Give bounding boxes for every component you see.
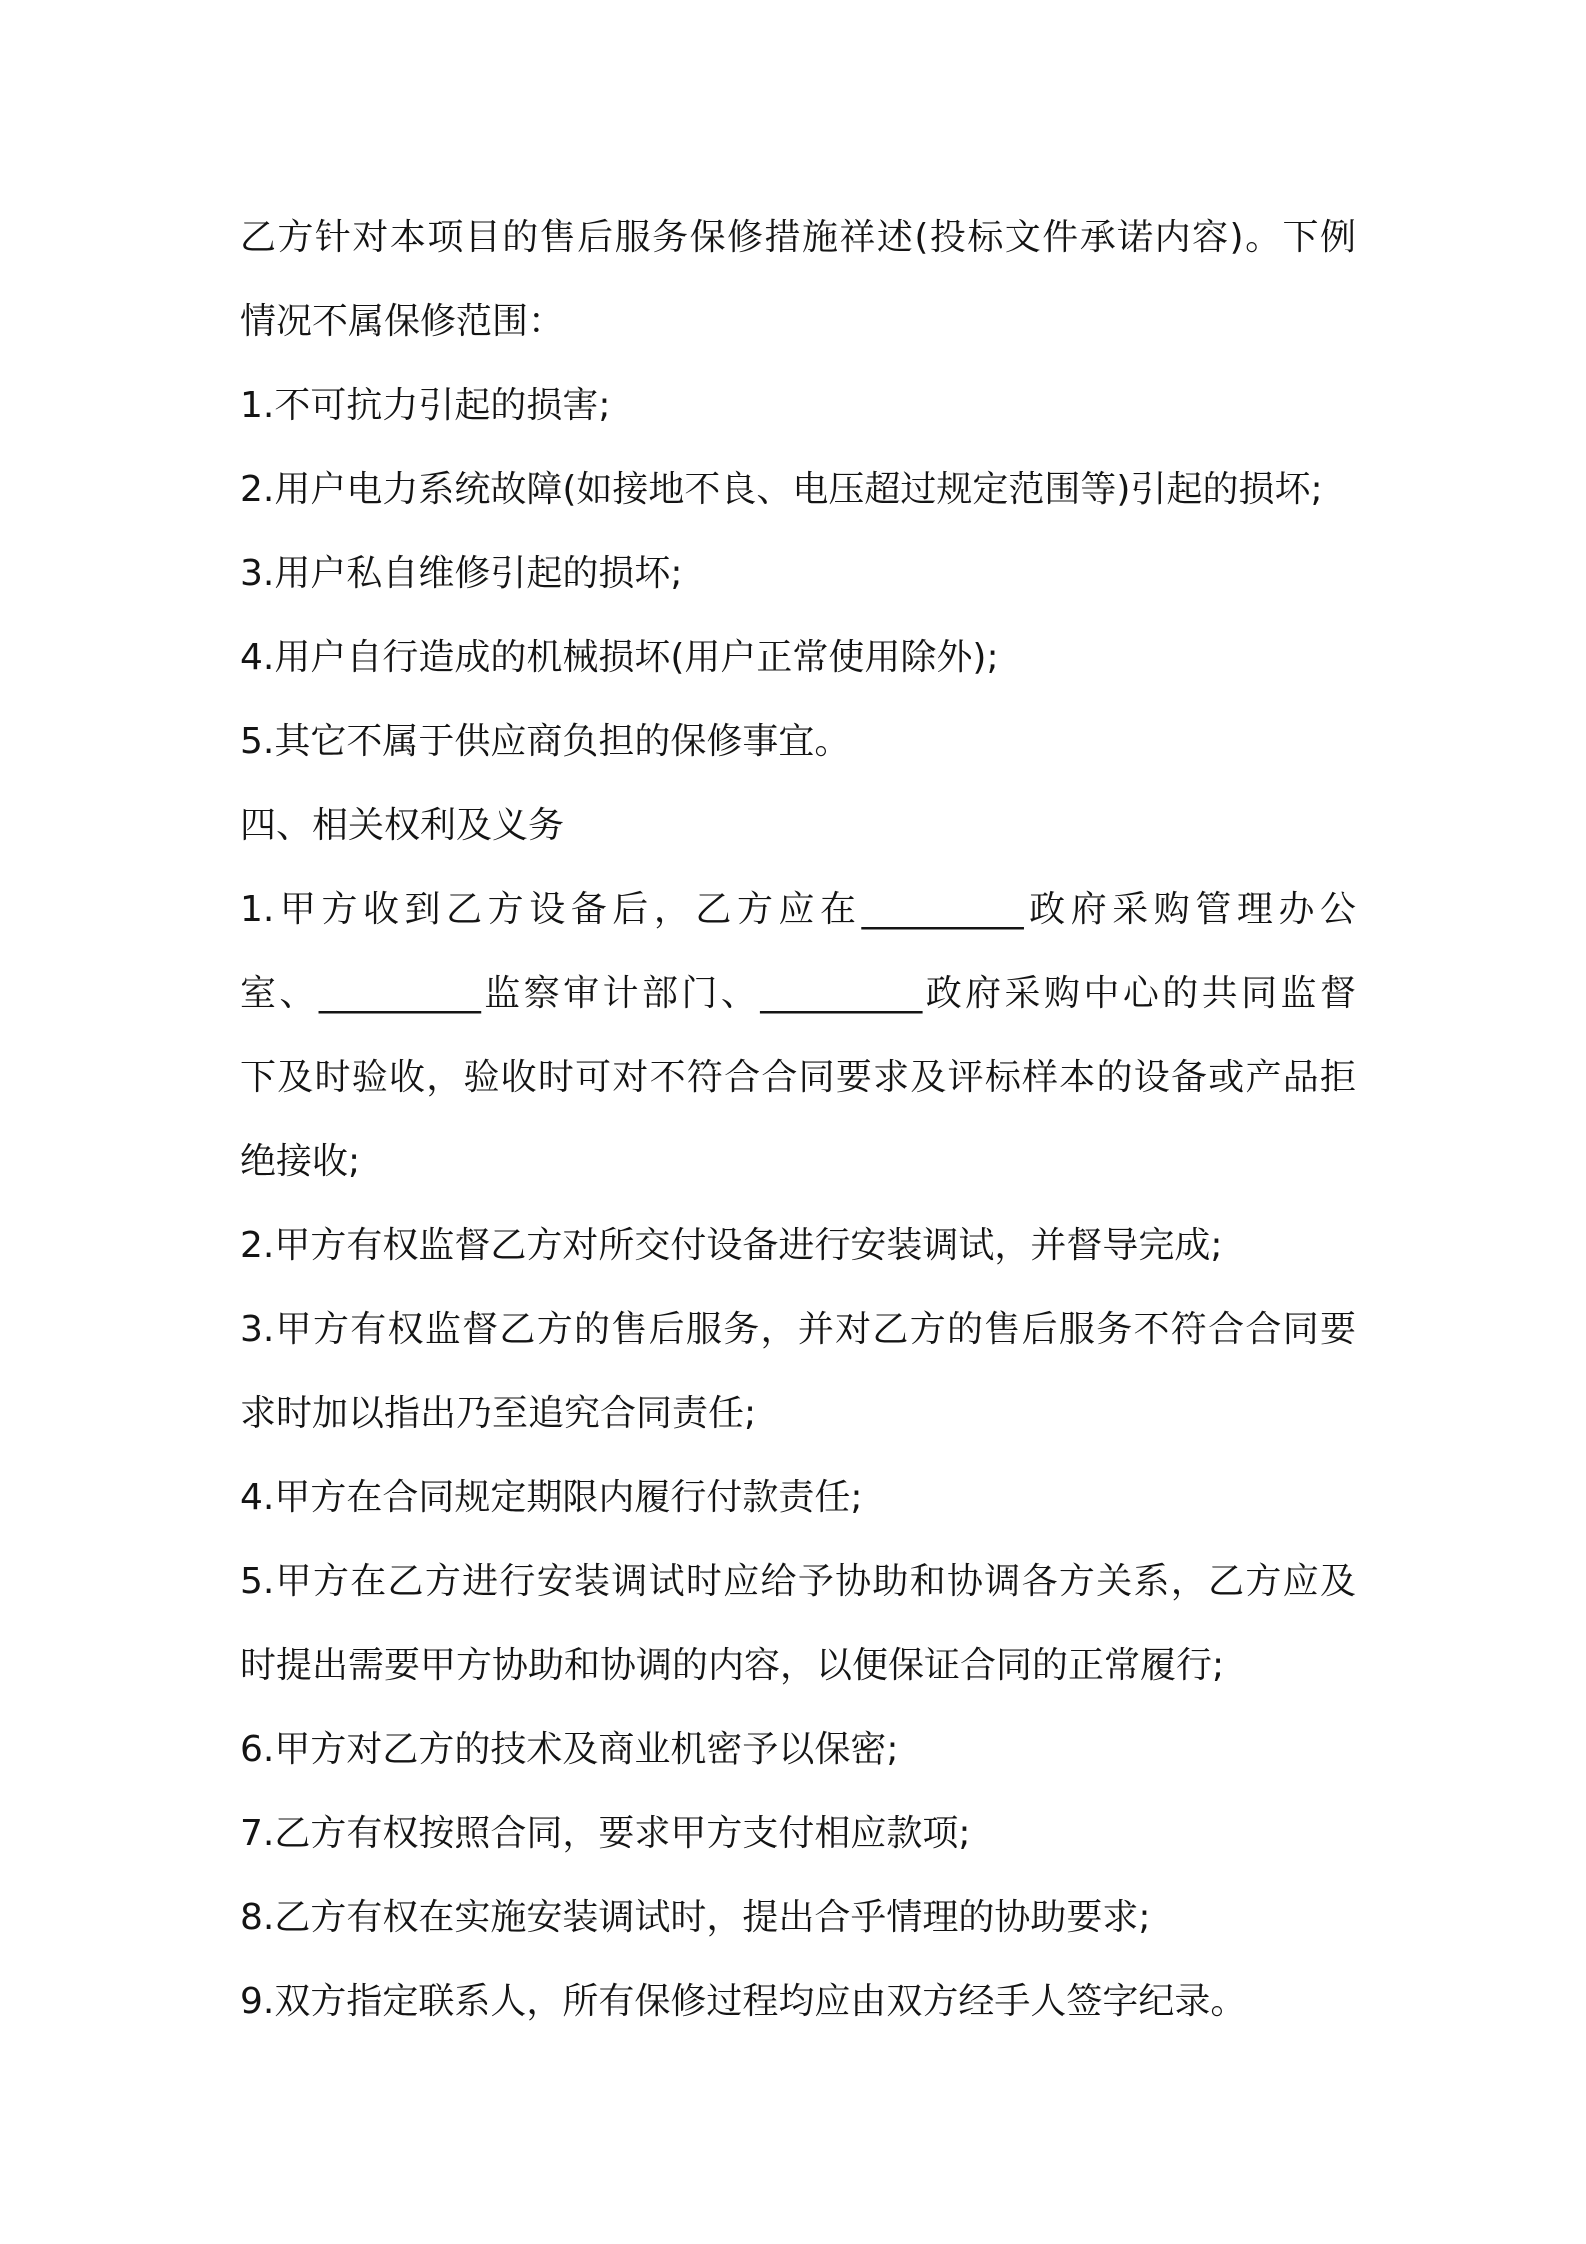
list-item-exclusion-3 bbox=[240, 532, 1356, 616]
list-item-obligation-6 bbox=[240, 1708, 1356, 1792]
text-line: 6.甲方对乙方的技术及商业机密予以保密; bbox=[240, 1729, 899, 1770]
text-line: 室、_________监察审计部门、_________政府采购中心的共同监督 bbox=[240, 973, 1356, 1014]
document-body bbox=[240, 196, 1356, 2044]
text-line: 下及时验收，验收时可对不符合合同要求及评标样本的设备或产品拒 bbox=[240, 1057, 1356, 1098]
list-item-obligation-2 bbox=[240, 1204, 1356, 1288]
text-line: 乙方针对本项目的售后服务保修措施祥述(投标文件承诺内容)。下例 bbox=[240, 217, 1356, 258]
list-item-obligation-5 bbox=[240, 1540, 1356, 1708]
text-line: 5.甲方在乙方进行安装调试时应给予协助和协调各方关系，乙方应及 bbox=[240, 1561, 1356, 1602]
section-heading-rights-obligations bbox=[240, 784, 1356, 868]
list-item-obligation-8 bbox=[240, 1876, 1356, 1960]
list-item-obligation-3 bbox=[240, 1288, 1356, 1456]
list-item-obligation-1 bbox=[240, 868, 1356, 1204]
text-line: 2.用户电力系统故障(如接地不良、电压超过规定范围等)引起的损坏; bbox=[240, 469, 1323, 510]
text-line: 1.不可抗力引起的损害; bbox=[240, 385, 611, 426]
text-line: 4.甲方在合同规定期限内履行付款责任; bbox=[240, 1477, 863, 1518]
list-item-exclusion-5 bbox=[240, 700, 1356, 784]
list-item-obligation-4 bbox=[240, 1456, 1356, 1540]
text-line: 情况不属保修范围： bbox=[240, 301, 565, 342]
text-line: 2.甲方有权监督乙方对所交付设备进行安装调试，并督导完成; bbox=[240, 1225, 1223, 1266]
text-line: 7.乙方有权按照合同，要求甲方支付相应款项; bbox=[240, 1813, 971, 1854]
list-item-obligation-7 bbox=[240, 1792, 1356, 1876]
list-item-obligation-9 bbox=[240, 1960, 1356, 2044]
text-line: 4.用户自行造成的机械损坏(用户正常使用除外); bbox=[240, 637, 999, 678]
text-line: 时提出需要甲方协助和协调的内容，以便保证合同的正常履行; bbox=[240, 1645, 1225, 1686]
text-line: 3.甲方有权监督乙方的售后服务，并对乙方的售后服务不符合合同要 bbox=[240, 1309, 1356, 1350]
text-line: 求时加以指出乃至追究合同责任; bbox=[240, 1393, 757, 1434]
list-item-exclusion-1 bbox=[240, 364, 1356, 448]
list-item-exclusion-4 bbox=[240, 616, 1356, 700]
list-item-exclusion-2 bbox=[240, 448, 1356, 532]
paragraph-warranty-intro bbox=[240, 196, 1356, 364]
text-line: 1.甲方收到乙方设备后，乙方应在_________政府采购管理办公 bbox=[240, 889, 1356, 930]
text-line: 9.双方指定联系人，所有保修过程均应由双方经手人签字纪录。 bbox=[240, 1981, 1247, 2022]
text-line: 5.其它不属于供应商负担的保修事宜。 bbox=[240, 721, 851, 762]
section-heading: 四、相关权利及义务 bbox=[240, 805, 565, 846]
text-line: 8.乙方有权在实施安装调试时，提出合乎情理的协助要求; bbox=[240, 1897, 1151, 1938]
text-line: 绝接收; bbox=[240, 1141, 361, 1182]
text-line: 3.用户私自维修引起的损坏; bbox=[240, 553, 683, 594]
